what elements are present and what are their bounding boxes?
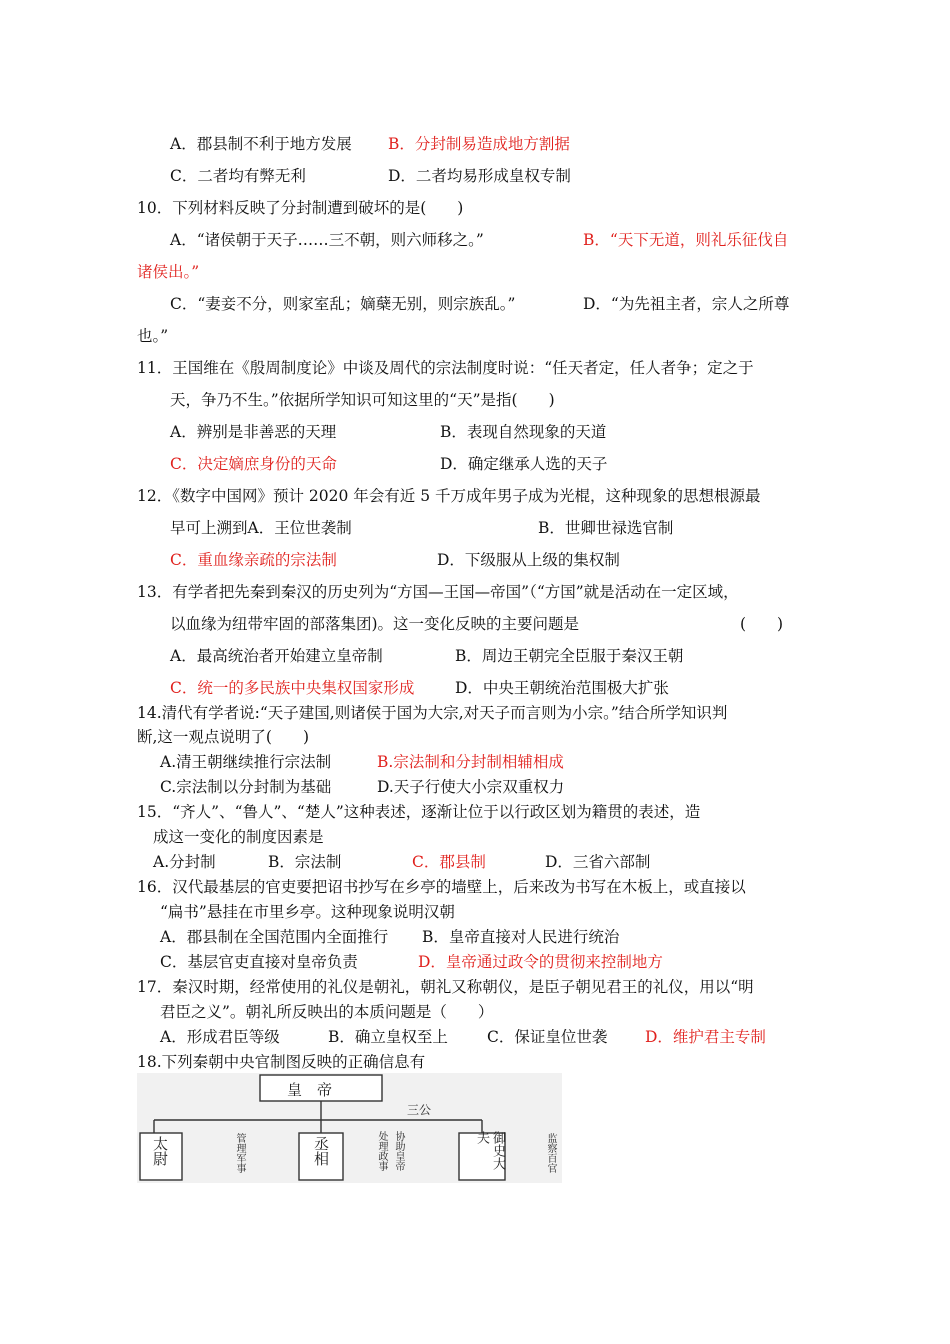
q13-option-c-answer: C．统一的多民族中央集权国家形成 xyxy=(170,679,415,697)
q14-option-a: A.清王朝继续推行宗法制 xyxy=(160,753,332,771)
q15-stem-cont: 成这一变化的制度因素是 xyxy=(153,828,324,846)
qin-government-diagram xyxy=(137,1073,562,1183)
q14-stem: 14.清代有学者说:“天子建国,则诸侯于国为大宗,对天子而言则为小宗。”结合所学知识判 xyxy=(137,704,728,722)
q13-option-b: B．周边王朝完全臣服于秦汉王朝 xyxy=(455,647,684,665)
q11-option-d: D．确定继承人选的天子 xyxy=(440,455,608,473)
q14-option-b-answer: B.宗法制和分封制相辅相成 xyxy=(377,753,564,771)
emperor-label: 皇 帝 xyxy=(287,1081,333,1099)
q15-option-a: A.分封制 xyxy=(153,853,216,871)
q15-option-c-answer: C．郡县制 xyxy=(412,853,486,871)
q10-option-a: A．“诸侯朝于天子……三不朝，则六师移之。” xyxy=(170,231,484,249)
q16-stem: 16．汉代最基层的官吏要把诏书抄写在乡亭的墙壁上，后来改为书写在木板上，或直接以 xyxy=(137,878,746,896)
yushi-dafu-label: 御史大夫 xyxy=(474,1131,505,1170)
q11-stem: 11．王国维在《殷周制度论》中谈及周代的宗法制度时说：“任天者定，任人者争；定之于 xyxy=(137,359,754,377)
q10-option-b-answer-cont: 诸侯出。” xyxy=(137,263,200,281)
q13-stem: 13．有学者把先秦到秦汉的历史列为“方国—王国—帝国”（“方国”就是活动在一定区域， xyxy=(137,583,739,601)
q11-option-b: B．表现自然现象的天道 xyxy=(440,423,607,441)
q15-option-b: B．宗法制 xyxy=(268,853,342,871)
q10-option-d: D．“为先祖主者，宗人之所尊 xyxy=(583,295,790,313)
q12-stem-cont-option-a: 早可上溯到A．王位世袭制 xyxy=(170,519,352,537)
q14-stem-cont: 断,这一观点说明了( ) xyxy=(137,728,310,746)
q9-option-d: D．二者均易形成皇权专制 xyxy=(388,167,571,185)
sangong-label: 三公 xyxy=(407,1103,432,1117)
q10-stem: 10．下列材料反映了分封制遭到破坏的是( ) xyxy=(137,199,464,217)
q17-option-b: B．确立皇权至上 xyxy=(328,1028,448,1046)
q13-option-d: D．中央王朝统治范围极大扩张 xyxy=(455,679,669,697)
q16-option-b: B．皇帝直接对人民进行统治 xyxy=(422,928,620,946)
chengxiang-duty-2: 处理政事 xyxy=(376,1131,387,1171)
q14-option-d: D.天子行使大小宗双重权力 xyxy=(377,778,565,796)
q10-option-d-cont: 也。” xyxy=(137,327,169,345)
q13-stem-cont: 以血缘为纽带牢固的部落集团)。这一变化反映的主要问题是 xyxy=(170,615,580,633)
q11-stem-cont: 天，争乃不生。”依据所学知识可知这里的“天”是指( ) xyxy=(170,391,555,409)
q12-option-c-answer: C．重血缘亲疏的宗法制 xyxy=(170,551,337,569)
q9-option-c: C．二者均有弊无利 xyxy=(170,167,306,185)
q11-option-c-answer: C．决定嫡庶身份的天命 xyxy=(170,455,337,473)
q12-stem: 12．《数字中国网》预计 2020 年会有近 5 千万成年男子成为光棍，这种现象的思想根源最 xyxy=(137,487,761,505)
q10-option-c: C．“妻妾不分，则家室乱；嫡蘖无别，则宗族乱。” xyxy=(170,295,516,313)
q13-answer-paren: ( ) xyxy=(740,615,784,633)
q15-stem: 15．“齐人”、“鲁人”、“楚人”这种表述，逐渐让位于以行政区划为籍贯的表述，造 xyxy=(137,803,701,821)
q12-option-d: D．下级服从上级的集权制 xyxy=(437,551,620,569)
q17-option-a: A．形成君臣等级 xyxy=(160,1028,280,1046)
yushi-duty: 监察百官 xyxy=(545,1133,556,1173)
chengxiang-duty-1: 协助皇帝 xyxy=(393,1131,404,1171)
q13-option-a: A．最高统治者开始建立皇帝制 xyxy=(170,647,383,665)
q16-option-c: C．基层官吏直接对皇帝负责 xyxy=(160,953,358,971)
q17-option-d-answer: D．维护君主专制 xyxy=(645,1028,766,1046)
chengxiang-label: 丞相 xyxy=(312,1136,330,1166)
q15-option-d: D．三省六部制 xyxy=(545,853,651,871)
q17-stem: 17．秦汉时期，经常使用的礼仪是朝礼，朝礼又称朝仪，是臣子朝见君王的礼仪，用以“明 xyxy=(137,978,754,996)
q9-option-b-answer: B．分封制易造成地方割据 xyxy=(388,135,570,153)
q14-option-c: C.宗法制以分封制为基础 xyxy=(160,778,332,796)
q17-stem-cont: 君臣之义”。朝礼所反映出的本质问题是（ ） xyxy=(160,1003,494,1021)
q11-option-a: A．辨别是非善恶的天理 xyxy=(170,423,337,441)
q9-option-a: A．郡县制不利于地方发展 xyxy=(170,135,352,153)
q17-option-c: C．保证皇位世袭 xyxy=(487,1028,608,1046)
q16-stem-cont: “扁书”悬挂在市里乡亭。这种现象说明汉朝 xyxy=(160,903,455,921)
q16-option-a: A．郡县制在全国范围内全面推行 xyxy=(160,928,389,946)
taiwei-label: 太尉 xyxy=(151,1136,169,1166)
q16-option-d-answer: D．皇帝通过政令的贯彻来控制地方 xyxy=(418,953,663,971)
q12-option-b: B．世卿世禄选官制 xyxy=(538,519,674,537)
taiwei-duty: 管理军事 xyxy=(234,1133,245,1173)
q10-option-b-answer: B．“天下无道，则礼乐征伐自 xyxy=(583,231,789,249)
q18-stem: 18.下列秦朝中央官制图反映的正确信息有 xyxy=(137,1053,426,1071)
